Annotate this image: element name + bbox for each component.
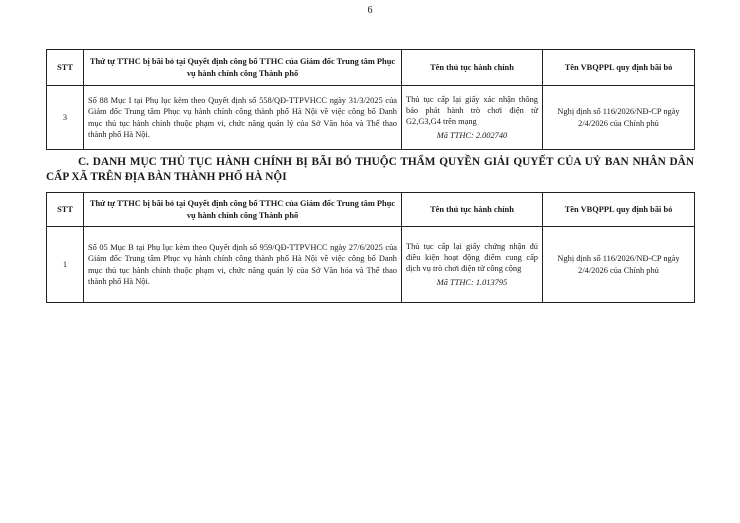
legal-document-cell: Nghị định số 116/2026/NĐ-CP ngày 2/4/2026 của Chính phủ: [543, 227, 695, 303]
header-procedure: Tên thủ tục hành chính: [402, 50, 543, 86]
header-legal-document: Tên VBQPPL quy định bãi bỏ: [543, 193, 695, 227]
procedure-name: Thủ tục cấp lại giấy xác nhận thông báo phát hành trò chơi điện tử G2,G3,G4 trên mạng: [406, 94, 538, 126]
header-procedure: Tên thủ tục hành chính: [402, 193, 543, 227]
header-stt: STT: [47, 50, 84, 86]
abolished-procedures-table: [46, 49, 695, 150]
header-stt: STT: [47, 193, 84, 227]
decision-cell: Số 88 Mục I tại Phụ lục kèm theo Quyết định số 558/QĐ-TTPVHCC ngày 31/3/2025 của Giám đốc Trung tâm Phục vụ hành chính công thành phố Hà Nội về việc công bố Danh mục thủ tục hành chính thuộc phạm vi, chức năng quản lý của Sở Văn hóa và Thể thao thành phố Hà Nội.: [84, 86, 402, 150]
table-row: [47, 86, 695, 150]
table-header-row: [47, 193, 695, 227]
legal-document-cell: Nghị định số 116/2026/NĐ-CP ngày 2/4/2026 của Chính phủ: [543, 86, 695, 150]
procedure-name: Thủ tục cấp lại giấy chứng nhận đủ điều kiện hoạt động điểm cung cấp dịch vụ trò chơi điện tử công cộng: [406, 241, 538, 273]
header-decision: Thứ tự TTHC bị bãi bỏ tại Quyết định công bố TTHC của Giám đốc Trung tâm Phục vụ hành chính công Thành phố: [84, 50, 402, 86]
header-decision: Thứ tự TTHC bị bãi bỏ tại Quyết định công bố TTHC của Giám đốc Trung tâm Phục vụ hành chính công Thành phố: [84, 193, 402, 227]
commune-abolished-procedures-table: [46, 192, 695, 303]
page-number: 6: [367, 5, 373, 16]
table-header-row: [47, 50, 695, 86]
procedure-code: Mã TTHC: 2.002740: [436, 131, 508, 141]
header-legal-document: Tên VBQPPL quy định bãi bỏ: [543, 50, 695, 86]
procedure-cell: [402, 86, 543, 150]
procedure-cell: [402, 227, 543, 303]
procedure-code: Mã TTHC: 1.013795: [436, 278, 508, 288]
decision-cell: Số 05 Mục B tại Phụ lục kèm theo Quyết định số 959/QĐ-TTPVHCC ngày 27/6/2025 của Giám đốc Trung tâm Phục vụ hành chính công thành phố Hà Nội về việc công bố Danh mục thủ tục hành chính thuộc phạm vi, chức năng quản lý của Sở Văn hóa và Thể thao thành phố Hà Nội.: [84, 227, 402, 303]
stt-cell: 3: [47, 86, 84, 150]
stt-cell: 1: [47, 227, 84, 303]
section-c-heading: C. DANH MỤC THỦ TỤC HÀNH CHÍNH BỊ BÃI BỎ THUỘC THẨM QUYỀN GIẢI QUYẾT CỦA UỶ BAN NHÂN DÂN CẤP XÃ TRÊN ĐỊA BÀN THÀNH PHỐ HÀ NỘI: [46, 156, 694, 184]
table-row: [47, 227, 695, 303]
